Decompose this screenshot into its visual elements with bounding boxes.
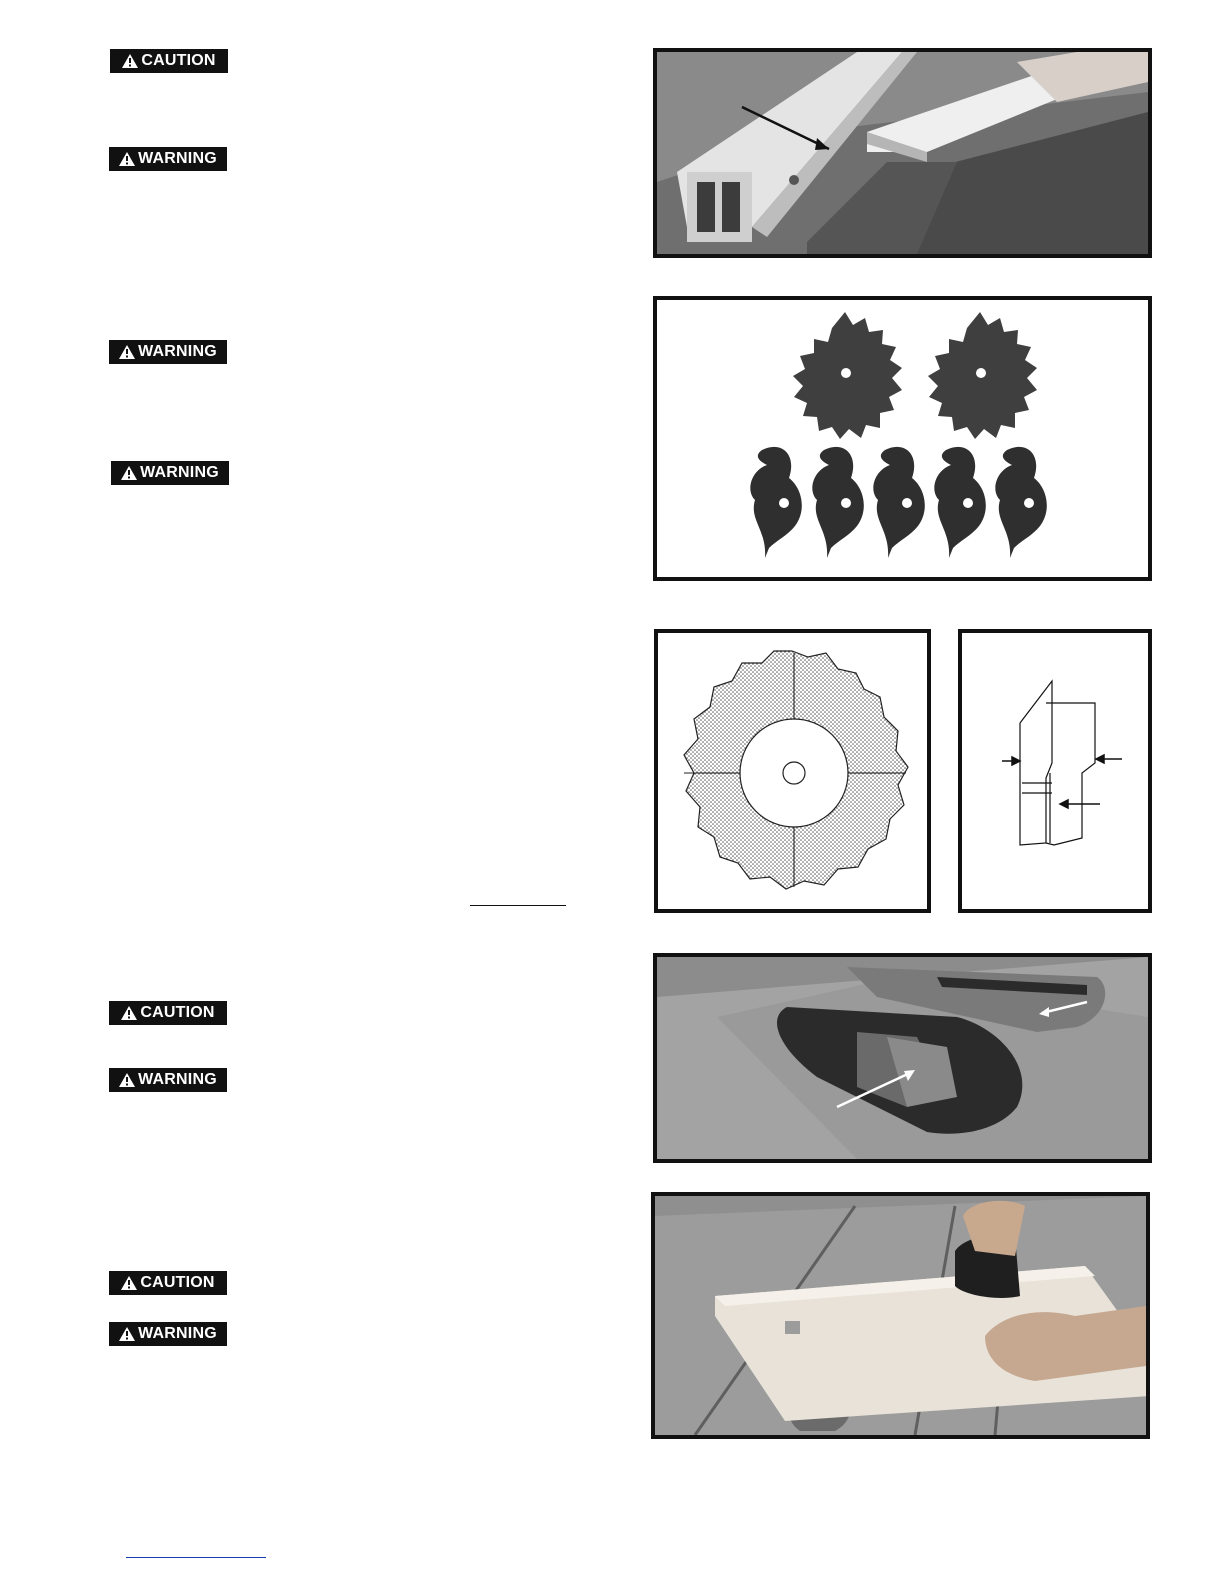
- badge-label: WARNING: [138, 1325, 217, 1342]
- dado-insert-photo: [653, 953, 1152, 1163]
- warning-badge: [109, 1068, 227, 1092]
- rip-fence-photo: [653, 48, 1152, 258]
- chipper: [873, 447, 924, 558]
- warning-triangle-icon: [121, 1276, 137, 1290]
- dado-set-illustration: [653, 296, 1152, 581]
- underline-rule: [470, 905, 566, 906]
- chipper: [934, 447, 985, 558]
- badge-label: WARNING: [138, 343, 217, 360]
- warning-triangle-icon: [122, 54, 138, 68]
- warning-badge: [109, 147, 227, 171]
- chipper: [812, 447, 863, 558]
- badge-label: CAUTION: [141, 52, 216, 69]
- warning-badge: [109, 1322, 227, 1346]
- warning-triangle-icon: [121, 466, 137, 480]
- caution-badge: [109, 1271, 227, 1295]
- badge-label: CAUTION: [140, 1274, 215, 1291]
- warning-triangle-icon: [119, 152, 135, 166]
- footer-link[interactable]: [126, 1557, 266, 1558]
- warning-triangle-icon: [119, 1073, 135, 1087]
- warning-triangle-icon: [119, 345, 135, 359]
- warning-badge: [109, 340, 227, 364]
- chipper: [750, 447, 801, 558]
- chipper: [995, 447, 1046, 558]
- warning-badge: [111, 461, 229, 485]
- warning-triangle-icon: [121, 1006, 137, 1020]
- dado-cut-photo: [651, 1192, 1150, 1439]
- dado-assembled-illustration: [654, 629, 931, 913]
- warning-triangle-icon: [119, 1327, 135, 1341]
- badge-label: WARNING: [140, 464, 219, 481]
- badge-label: WARNING: [138, 1071, 217, 1088]
- caution-badge: [109, 1001, 227, 1025]
- outside-blade: [928, 312, 1037, 439]
- badge-label: WARNING: [138, 150, 217, 167]
- caution-badge: [110, 49, 228, 73]
- badge-label: CAUTION: [140, 1004, 215, 1021]
- outside-blade: [793, 312, 902, 439]
- chipper-detail-illustration: [958, 629, 1152, 913]
